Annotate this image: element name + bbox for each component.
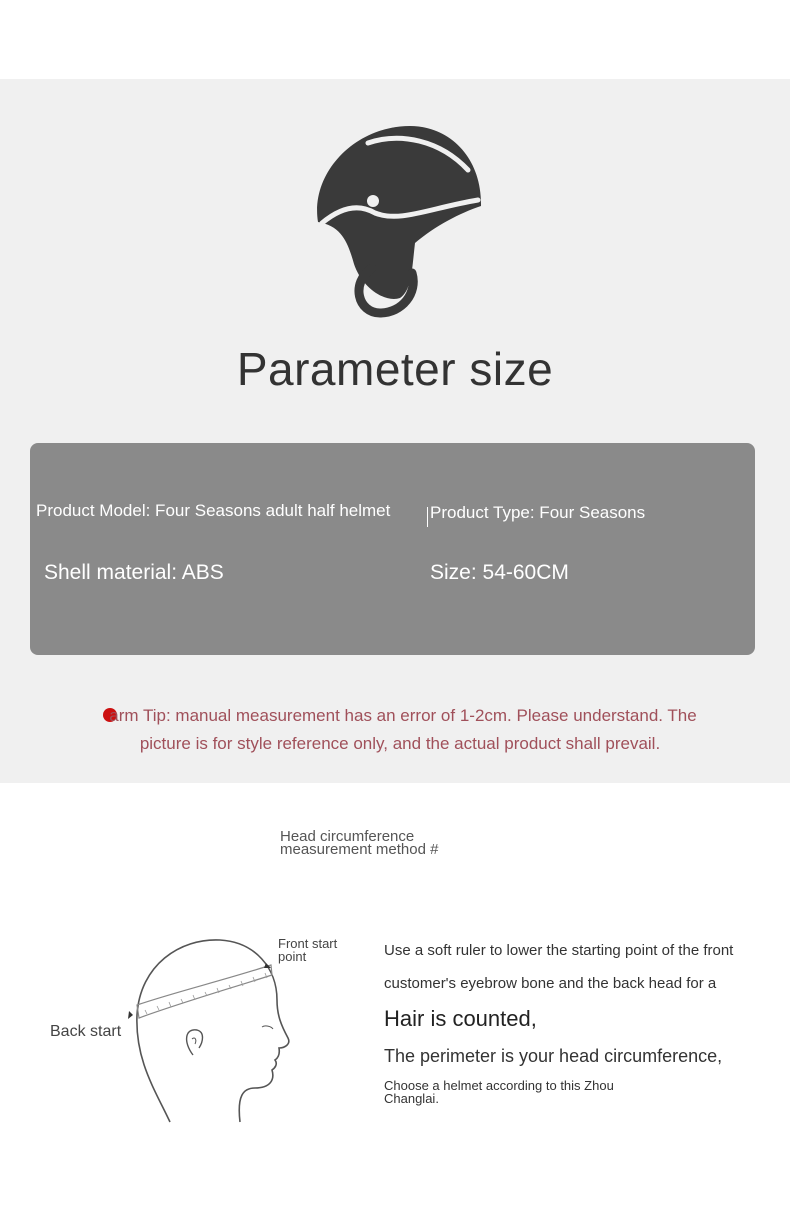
warm-tip (60, 702, 740, 758)
tip-line-1: arm Tip: manual measurement has an error of 1-2cm. Please understand. The (109, 706, 697, 725)
helmet-icon (300, 118, 500, 318)
instruction-line-3: Hair is counted, (384, 1006, 537, 1031)
front-start-label-line-1: Front start (278, 936, 338, 951)
page-title: Parameter size (236, 343, 554, 395)
spec-divider (427, 507, 428, 527)
instruction-line-4: The perimeter is your head circumference, (384, 1046, 723, 1066)
measurement-heading-line-2: measurement method # (280, 841, 439, 858)
back-start-label: Back start (50, 1023, 122, 1040)
instruction-line-5b: Changlai. (384, 1091, 439, 1106)
instruction-line-5a: Choose a helmet according to this Zhou (384, 1078, 614, 1093)
instruction-line-2: customer's eyebrow bone and the back head for a (384, 975, 717, 992)
instruction-line-5 (384, 1079, 614, 1105)
size-range: Size: 54-60CM (430, 561, 569, 584)
product-type: Product Type: Four Seasons (430, 503, 646, 522)
shell-material: Shell material: ABS (44, 561, 224, 584)
head-diagram-icon (125, 930, 300, 1130)
spec-box (30, 443, 755, 655)
front-start-label (278, 937, 337, 963)
instruction-line-1: Use a soft ruler to lower the starting point of the front (384, 942, 734, 959)
measurement-heading (280, 830, 438, 856)
front-start-label-line-2: point (278, 949, 307, 964)
tip-line-2: picture is for style reference only, and the actual product shall prevail. (139, 734, 661, 753)
measurement-heading-line-1: Head circumference (280, 828, 415, 845)
product-model: Product Model: Four Seasons adult half helmet (36, 501, 391, 520)
